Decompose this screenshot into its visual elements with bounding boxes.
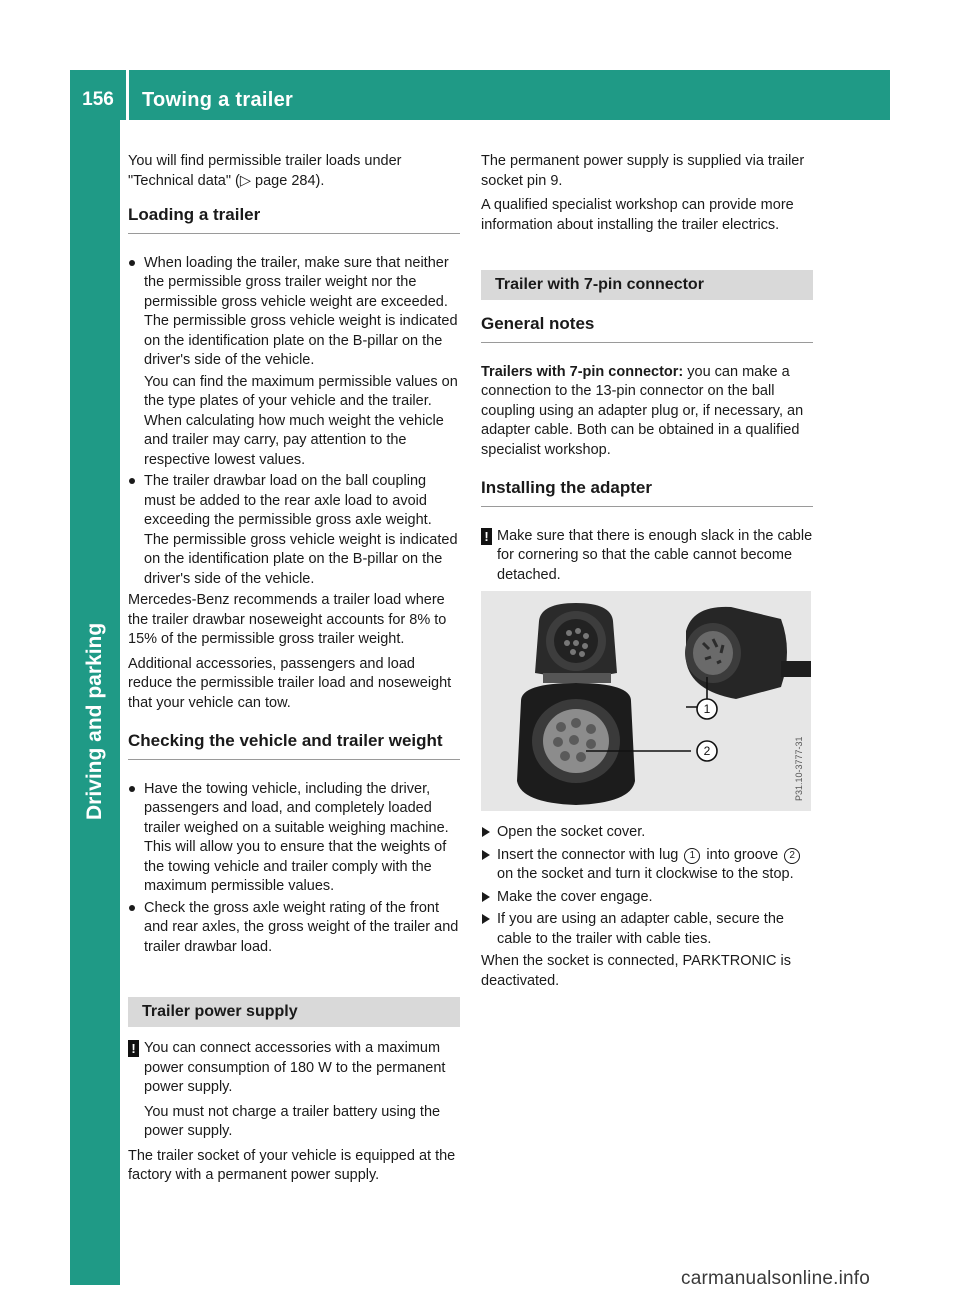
step-arrow-icon xyxy=(482,850,490,860)
step-arrow-icon xyxy=(482,827,490,837)
paragraph: A qualified specialist workshop can provide more information about installing the trailer electrics. xyxy=(481,197,794,233)
bullet-icon xyxy=(129,905,135,911)
step-text: into groove xyxy=(702,846,783,863)
socket-figure xyxy=(481,591,811,811)
paragraph: Mercedes-Benz recommends a trailer load where the trailer drawbar noseweight accounts for 8% to 15% of the permissible gross trailer weight. xyxy=(128,592,447,647)
step-text: Open the socket cover. xyxy=(497,824,646,840)
general-text: you can make a connection to the 13-pin connector on the ball coupling using an adapter plug or, if necessary, an adapter cable. Both can be obtained in a qualified specialist workshop. xyxy=(481,363,804,458)
header-separator xyxy=(126,70,129,120)
step-item xyxy=(481,910,813,949)
bullet-icon xyxy=(129,786,135,792)
list-item xyxy=(128,254,460,471)
paragraph: When the socket is connected, PARKTRONIC is deactivated. xyxy=(481,953,791,989)
figure-callout-2: 2 xyxy=(703,744,711,758)
paragraph: The permanent power supply is supplied via trailer socket pin 9. xyxy=(481,153,805,189)
paragraph: The trailer socket of your vehicle is equipped at the factory with a permanent power supply. xyxy=(128,1147,456,1183)
right-column xyxy=(481,152,813,996)
figure-code: P31.10-3777-31 xyxy=(794,736,804,801)
socket-illustration xyxy=(481,591,811,811)
section-band-power: Trailer power supply xyxy=(128,997,460,1027)
step-text: Make the cover engage. xyxy=(497,888,653,905)
step-item xyxy=(481,888,813,908)
list-item xyxy=(128,472,460,589)
list-item xyxy=(128,780,460,897)
bullet-text: When loading the trailer, make sure that neither the permissible gross trailer weight nor the permissible gross vehicle weight are exceeded. The permissible gross vehicle weight is indicated on the identification plate on the B-pillar on the driver's side of the vehicle. xyxy=(144,254,458,368)
checking-heading: Checking the vehicle and trailer weight xyxy=(128,731,460,760)
page-number: 156 xyxy=(82,89,114,110)
warning-text: You must not charge a trailer battery using the power supply. xyxy=(144,1103,441,1139)
install-heading: Installing the adapter xyxy=(481,478,813,507)
side-tab-label-box xyxy=(70,420,120,820)
bullet-text: Have the towing vehicle, including the driver, passengers and load, and completely loaded trailer weighed on a suitable weighing machine. This will allow you to ensure that the weights of the towing vehicle and trailer comply with the maximum permissible values. xyxy=(144,780,449,894)
bold-lead: Trailers with 7-pin connector: xyxy=(481,363,684,380)
step-item xyxy=(481,823,813,843)
warning-note xyxy=(481,527,813,586)
step-arrow-icon xyxy=(482,892,490,902)
callout-2-ref: 2 xyxy=(784,848,800,864)
left-column xyxy=(128,152,460,1191)
step-text: If you are using an adapter cable, secure the cable to the trailer with cable ties. xyxy=(497,911,784,947)
callout-1-ref: 1 xyxy=(684,848,700,864)
loading-heading: Loading a trailer xyxy=(128,205,460,234)
side-tab-label: Driving and parking xyxy=(83,622,106,820)
bullet-text: The trailer drawbar load on the ball coupling must be added to the rear axle load to avoid exceeding the permissible gross axle weight. The permissible gross vehicle weight is indicated on the identification plate on the B-pillar on the driver's side of the vehicle. xyxy=(144,473,458,587)
bullet-icon xyxy=(129,478,135,484)
warning-note xyxy=(128,1039,460,1142)
paragraph xyxy=(481,363,813,461)
warning-text: Make sure that there is enough slack in the cable for cornering so that the cable cannot become detached. xyxy=(497,527,813,583)
intro-text: You will find permissible trailer loads under "Technical data" (▷ page 284). xyxy=(128,153,402,189)
bullet-icon xyxy=(129,260,135,266)
warning-text: You can connect accessories with a maximum power consumption of 180 W to the permanent power supply. xyxy=(144,1040,446,1095)
step-text: Insert the connector with lug xyxy=(497,846,683,863)
warning-icon: ! xyxy=(481,528,492,545)
step-text: on the socket and turn it clockwise to the stop. xyxy=(497,866,794,882)
bullet-text: You can find the maximum permissible values on the type plates of your vehicle and the trailer. When calculating how much weight the vehicle and trailer may carry, pay attention to the respective lowest values. xyxy=(144,373,458,468)
figure-callout-1: 1 xyxy=(703,702,711,716)
warning-icon: ! xyxy=(128,1040,139,1057)
step-arrow-icon xyxy=(482,914,490,924)
bullet-text: Check the gross axle weight rating of the front and rear axles, the gross weight of the trailer and trailer drawbar load. xyxy=(144,899,459,955)
step-item xyxy=(481,846,813,885)
paragraph: Additional accessories, passengers and load reduce the permissible trailer load and noseweight that your vehicle can tow. xyxy=(128,655,452,711)
list-item xyxy=(128,899,460,958)
page-title: Towing a trailer xyxy=(142,89,294,111)
watermark-text: carmanualsonline.info xyxy=(681,1268,871,1289)
general-notes-heading: General notes xyxy=(481,314,813,343)
section-band-7pin: Trailer with 7-pin connector xyxy=(481,270,813,300)
